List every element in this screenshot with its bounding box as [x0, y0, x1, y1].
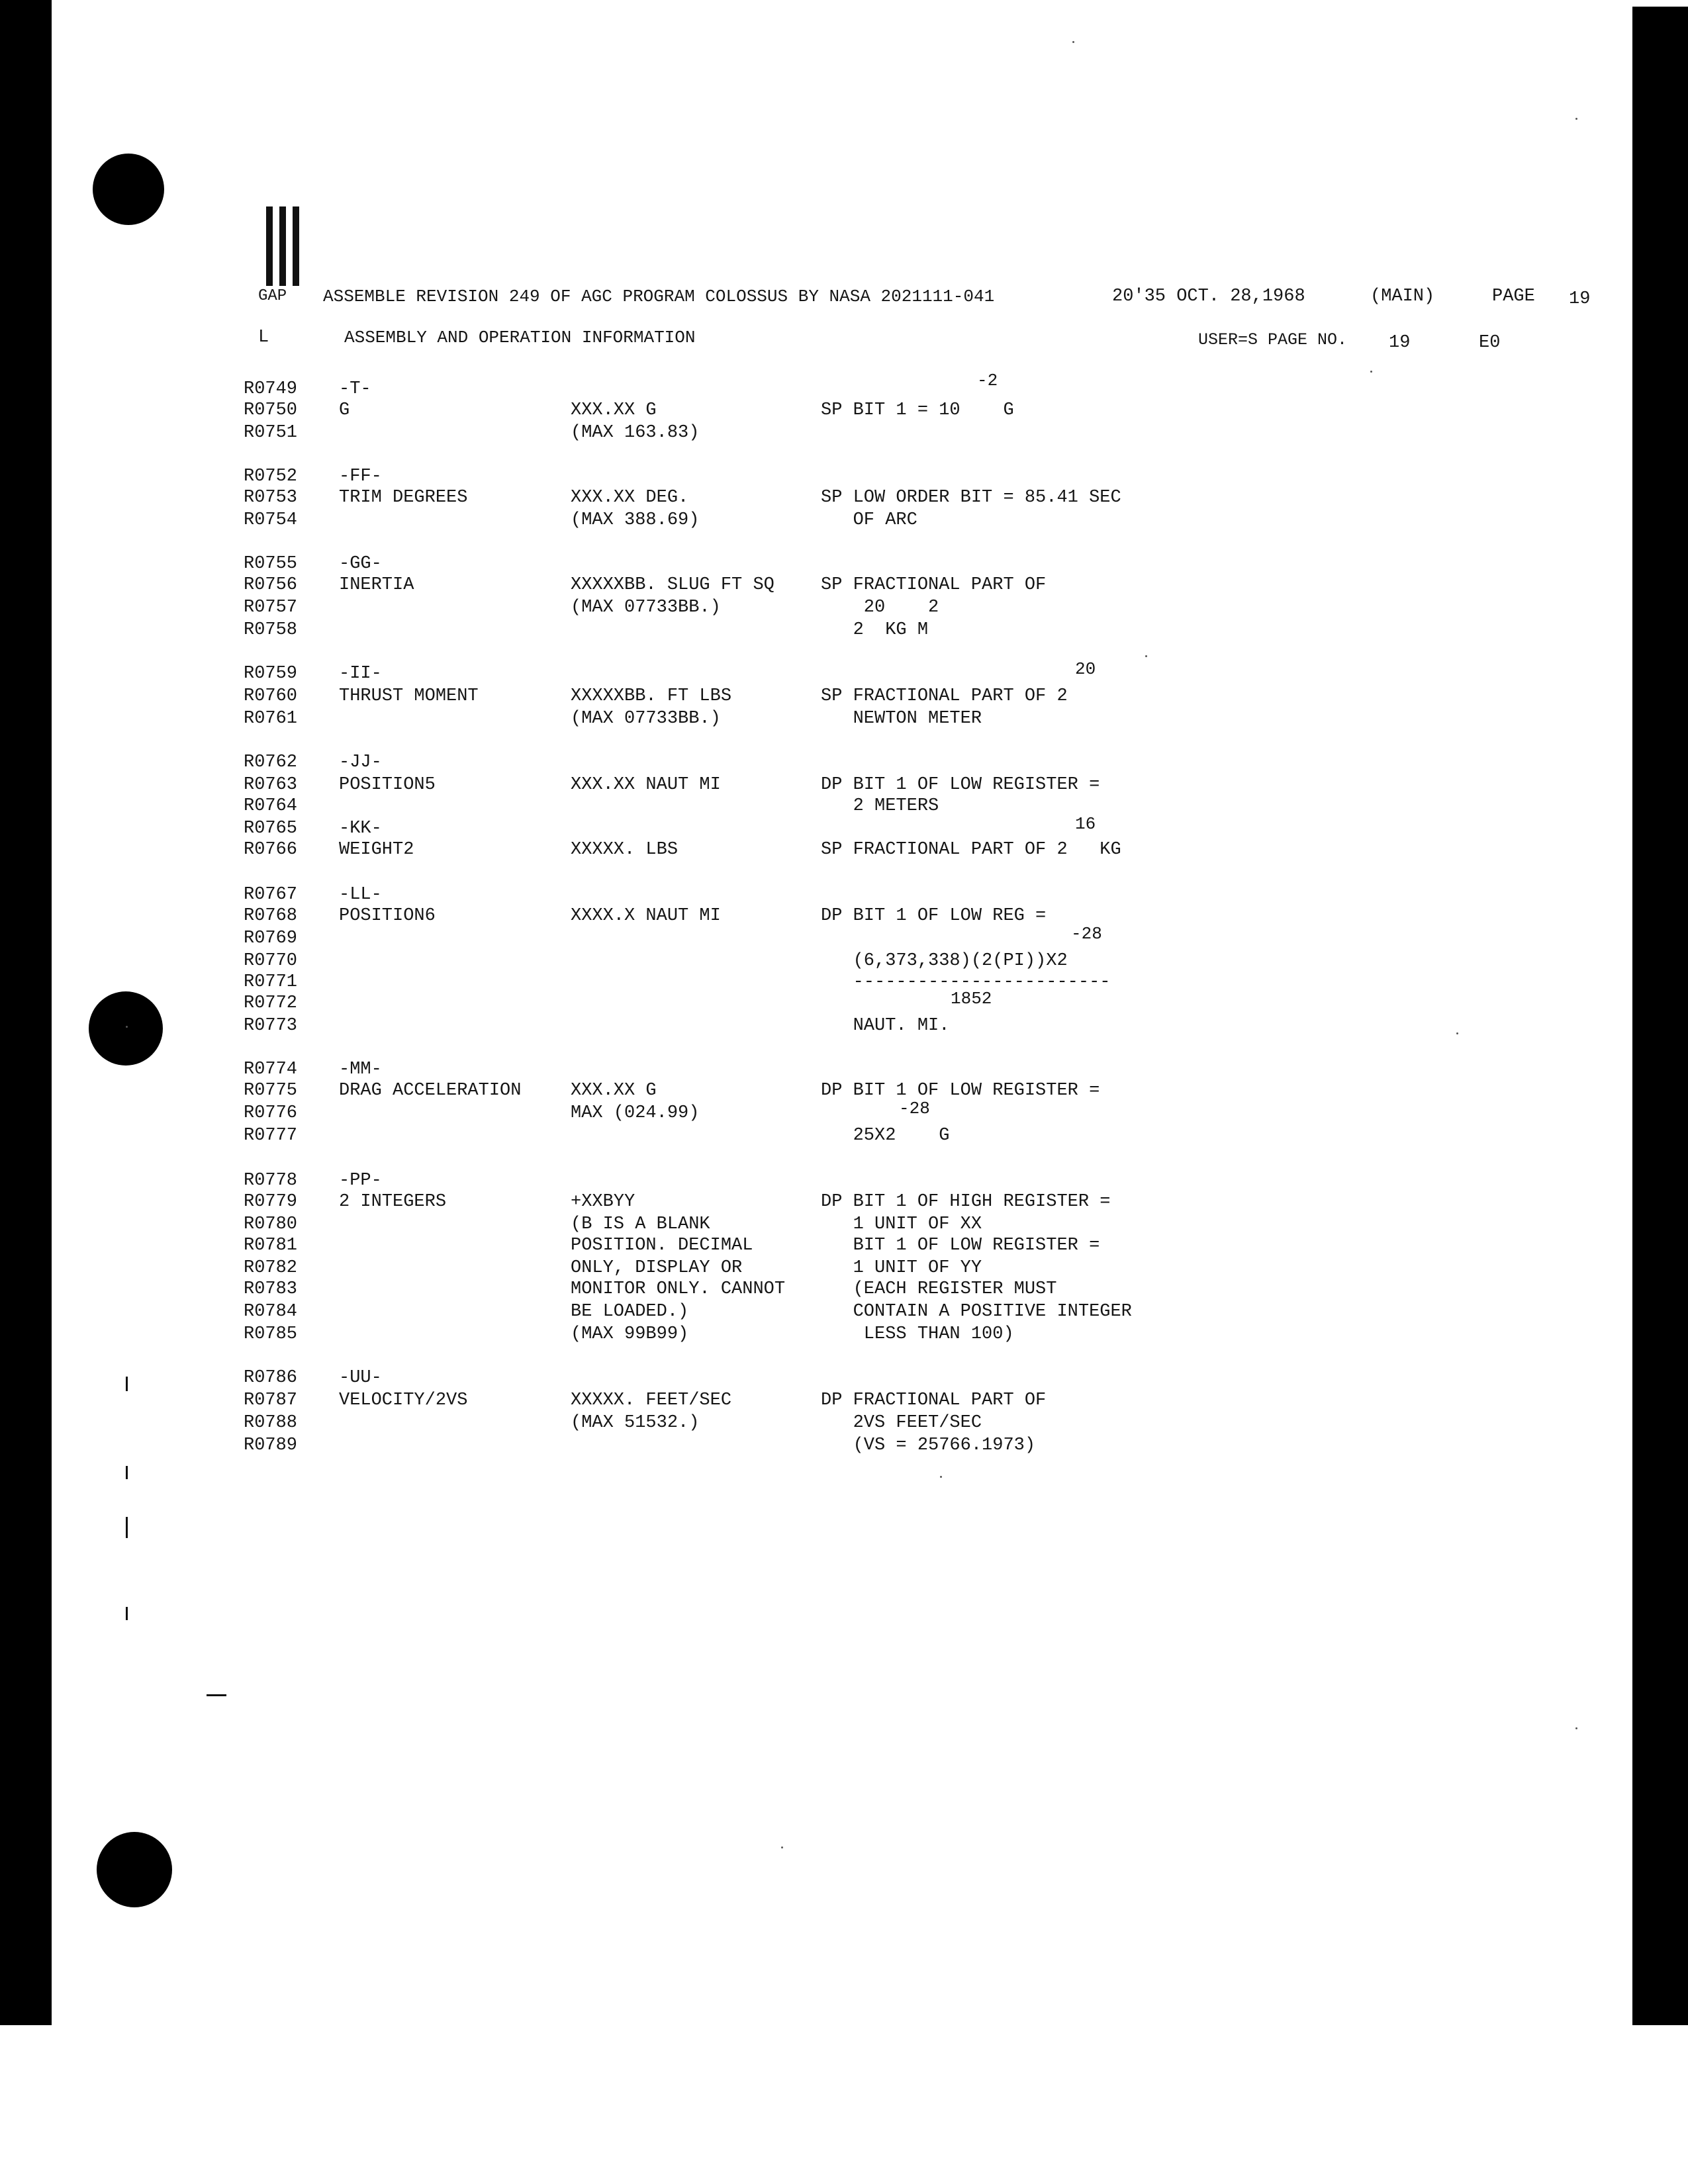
row-id: R0779	[244, 1192, 298, 1212]
row-desc: NAUT. MI.	[821, 1016, 950, 1036]
row-id: R0751	[244, 423, 298, 443]
row-desc: 1 UNIT OF XX	[821, 1214, 982, 1234]
page-number: 19	[1569, 289, 1591, 309]
row-id: R0781	[244, 1236, 298, 1255]
row-format: BE LOADED.)	[571, 1302, 689, 1322]
row-format: XXXXX. FEET/SEC	[571, 1390, 732, 1410]
row-desc: CONTAIN A POSITIVE INTEGER	[821, 1302, 1132, 1322]
row-desc: 2 METERS	[821, 796, 939, 816]
row-desc: SP FRACTIONAL PART OF 2	[821, 686, 1068, 706]
row-id: R0759	[244, 664, 298, 684]
row-format: (MAX 51532.)	[571, 1413, 700, 1433]
log-letter: L	[258, 328, 269, 347]
users-page-number: 19	[1389, 333, 1411, 353]
row-desc: 1 UNIT OF YY	[821, 1258, 982, 1278]
corner-mark: GAP	[258, 287, 287, 305]
superscript-exponent: 20	[1075, 659, 1096, 679]
row-desc: SP FRACTIONAL PART OF	[821, 575, 1047, 595]
row-id: R0777	[244, 1126, 298, 1146]
scan-speck	[126, 1026, 128, 1028]
row-format: XXX.XX DEG.	[571, 488, 689, 508]
row-id: R0774	[244, 1060, 298, 1079]
row-id: R0782	[244, 1258, 298, 1278]
row-name: WEIGHT2	[339, 840, 414, 860]
scan-speck	[781, 1846, 783, 1848]
row-desc: (VS = 25766.1973)	[821, 1435, 1036, 1455]
row-id: R0787	[244, 1390, 298, 1410]
row-desc: LESS THAN 100)	[821, 1324, 1014, 1344]
row-format: (MAX 388.69)	[571, 510, 700, 530]
row-id: R0756	[244, 575, 298, 595]
row-format: (MAX 99B99)	[571, 1324, 689, 1344]
row-desc: (EACH REGISTER MUST	[821, 1279, 1057, 1299]
row-id: R0767	[244, 885, 298, 905]
row-desc: SP LOW ORDER BIT = 85.41 SEC	[821, 488, 1121, 508]
row-desc: DP BIT 1 OF LOW REG =	[821, 906, 1047, 926]
row-name: -PP-	[339, 1171, 382, 1191]
row-format: (MAX 163.83)	[571, 423, 700, 443]
row-id: R0766	[244, 840, 298, 860]
row-desc: SP FRACTIONAL PART OF 2 KG	[821, 840, 1121, 860]
row-id: R0776	[244, 1103, 298, 1123]
binder-hole-top	[93, 154, 164, 225]
row-id: R0764	[244, 796, 298, 816]
scan-speck	[1575, 118, 1577, 120]
row-name: VELOCITY/2VS	[339, 1390, 468, 1410]
row-id: R0775	[244, 1081, 298, 1101]
row-name: -UU-	[339, 1368, 382, 1388]
row-format: XXX.XX G	[571, 400, 657, 420]
scan-speck	[1575, 1727, 1577, 1729]
row-id: R0778	[244, 1171, 298, 1191]
row-desc: DP FRACTIONAL PART OF	[821, 1390, 1047, 1410]
page-label: PAGE	[1492, 287, 1535, 306]
row-format: ONLY, DISPLAY OR	[571, 1258, 743, 1278]
row-name: G	[339, 400, 350, 420]
row-id: R0757	[244, 598, 298, 617]
row-format: XXX.XX G	[571, 1081, 657, 1101]
row-id: R0768	[244, 906, 298, 926]
row-name: DRAG ACCELERATION	[339, 1081, 522, 1101]
row-id: R0785	[244, 1324, 298, 1344]
row-id: R0788	[244, 1413, 298, 1433]
row-id: R0760	[244, 686, 298, 706]
row-name: -LL-	[339, 885, 382, 905]
assemble-line: ASSEMBLE REVISION 249 OF AGC PROGRAM COLOSSUS BY NASA 2021111-041	[323, 287, 995, 306]
row-format: (MAX 07733BB.)	[571, 709, 721, 729]
row-id: R0784	[244, 1302, 298, 1322]
row-name: THRUST MOMENT	[339, 686, 479, 706]
superscript-exponent: -28	[899, 1099, 930, 1118]
printer-bars	[266, 206, 301, 286]
row-name: -T-	[339, 379, 371, 399]
row-id: R0765	[244, 819, 298, 839]
row-id: R0754	[244, 510, 298, 530]
margin-tick	[126, 1607, 128, 1620]
superscript-exponent: 1852	[951, 989, 992, 1009]
row-name: POSITION6	[339, 906, 436, 926]
row-id: R0771	[244, 972, 298, 992]
row-id: R0758	[244, 620, 298, 640]
row-id: R0749	[244, 379, 298, 399]
right-scan-edge	[1632, 7, 1688, 2025]
superscript-exponent: -28	[1071, 924, 1102, 944]
row-format: XXXX.X NAUT MI	[571, 906, 721, 926]
module-label: (MAIN)	[1370, 287, 1435, 306]
row-id: R0780	[244, 1214, 298, 1234]
row-name: -KK-	[339, 819, 382, 839]
row-name: 2 INTEGERS	[339, 1192, 447, 1212]
row-format: XXXXXBB. FT LBS	[571, 686, 732, 706]
superscript-exponent: 16	[1075, 814, 1096, 834]
row-desc: 20 2	[821, 598, 939, 617]
row-desc: SP BIT 1 = 10 G	[821, 400, 1014, 420]
row-id: R0755	[244, 554, 298, 574]
page-code: E0	[1479, 333, 1501, 353]
row-id: R0772	[244, 993, 298, 1013]
scan-speck	[940, 1476, 942, 1478]
scan-speck	[1456, 1032, 1458, 1034]
row-name: -JJ-	[339, 752, 382, 772]
scan-speck	[1072, 41, 1074, 43]
scan-speck	[1370, 371, 1372, 373]
row-desc: OF ARC	[821, 510, 917, 530]
users-page-label: USER=S PAGE NO.	[1198, 330, 1348, 349]
row-id: R0761	[244, 709, 298, 729]
row-name: INERTIA	[339, 575, 414, 595]
binder-hole-bottom	[97, 1832, 172, 1907]
row-desc: DP BIT 1 OF LOW REGISTER =	[821, 775, 1100, 795]
row-id: R0763	[244, 775, 298, 795]
row-id: R0789	[244, 1435, 298, 1455]
row-id: R0773	[244, 1016, 298, 1036]
margin-dash	[207, 1694, 226, 1696]
superscript-exponent: -2	[977, 371, 998, 390]
row-format: XXXXXBB. SLUG FT SQ	[571, 575, 774, 595]
row-desc: DP BIT 1 OF LOW REGISTER =	[821, 1081, 1100, 1101]
row-desc: ------------------------	[821, 972, 1111, 992]
row-id: R0769	[244, 929, 298, 948]
timestamp: 20'35 OCT. 28,1968	[1112, 287, 1305, 306]
row-desc: 2VS FEET/SEC	[821, 1413, 982, 1433]
row-desc: 2 KG M	[821, 620, 929, 640]
row-format: (MAX 07733BB.)	[571, 598, 721, 617]
row-id: R0770	[244, 951, 298, 971]
row-desc: NEWTON METER	[821, 709, 982, 729]
row-desc: BIT 1 OF LOW REGISTER =	[821, 1236, 1100, 1255]
row-name: TRIM DEGREES	[339, 488, 468, 508]
row-format: (B IS A BLANK	[571, 1214, 710, 1234]
row-desc: (6,373,338)(2(PI))X2	[821, 951, 1068, 971]
row-id: R0783	[244, 1279, 298, 1299]
row-name: POSITION5	[339, 775, 436, 795]
section-title: ASSEMBLY AND OPERATION INFORMATION	[344, 328, 696, 347]
row-format: MONITOR ONLY. CANNOT	[571, 1279, 786, 1299]
row-format: XXXXX. LBS	[571, 840, 679, 860]
row-id: R0786	[244, 1368, 298, 1388]
row-name: -MM-	[339, 1060, 382, 1079]
left-scan-edge	[0, 0, 52, 2025]
row-id: R0762	[244, 752, 298, 772]
row-desc: 25X2 G	[821, 1126, 950, 1146]
row-format: MAX (024.99)	[571, 1103, 700, 1123]
margin-tick	[126, 1377, 128, 1391]
binder-hole-middle	[89, 991, 163, 1066]
row-desc: DP BIT 1 OF HIGH REGISTER =	[821, 1192, 1111, 1212]
scan-speck	[1145, 655, 1147, 657]
row-format: +XXBYY	[571, 1192, 635, 1212]
row-id: R0752	[244, 467, 298, 486]
row-format: POSITION. DECIMAL	[571, 1236, 753, 1255]
row-name: -II-	[339, 664, 382, 684]
margin-tick	[126, 1517, 128, 1538]
margin-tick	[126, 1466, 128, 1479]
row-id: R0753	[244, 488, 298, 508]
row-name: -FF-	[339, 467, 382, 486]
row-format: XXX.XX NAUT MI	[571, 775, 721, 795]
row-name: -GG-	[339, 554, 382, 574]
row-id: R0750	[244, 400, 298, 420]
